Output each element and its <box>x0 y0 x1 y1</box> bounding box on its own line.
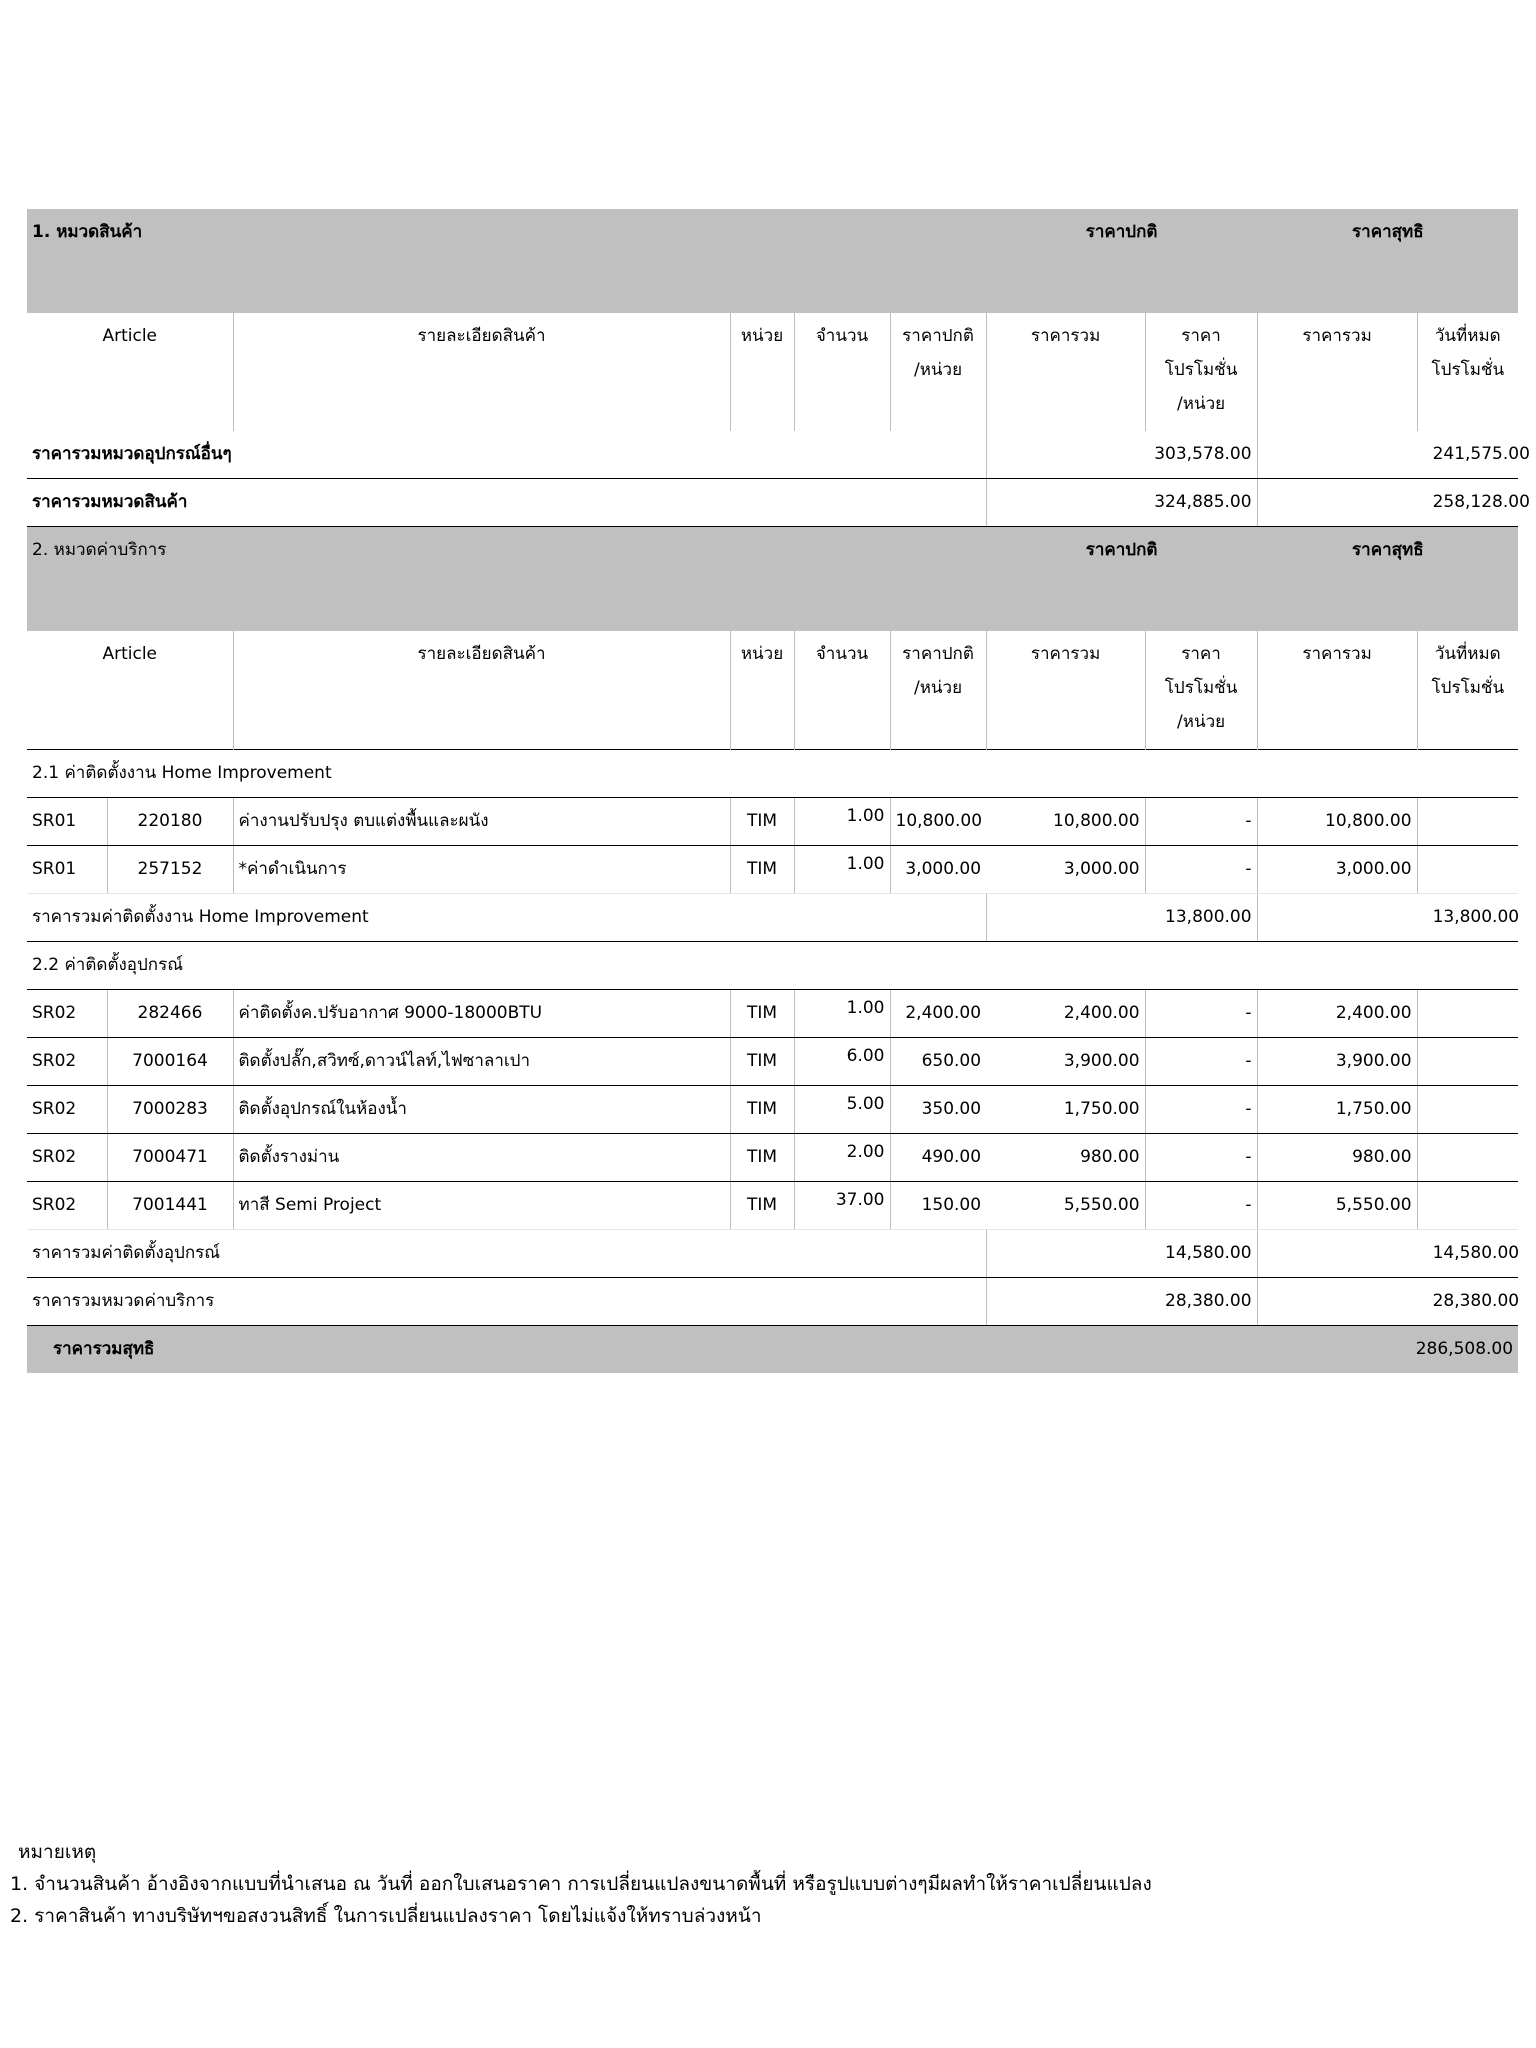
row-total: 1,750.00 <box>986 1086 1145 1134</box>
col-promo-price: ราคา โปรโมชั่น /หน่วย <box>1145 631 1257 750</box>
row-unit: TIM <box>730 1182 794 1230</box>
subtotal-net: 28,380.00 <box>1257 1278 1518 1326</box>
row-code: SR02 <box>27 990 107 1038</box>
row-qty: 1.00 <box>794 846 890 894</box>
subtotal-normal: 324,885.00 <box>986 479 1257 527</box>
group-title-row <box>27 942 1518 990</box>
table-row <box>27 798 1518 846</box>
section2-net-price-label: ราคาสุทธิ <box>1257 527 1518 632</box>
subtotal-normal: 303,578.00 <box>986 431 1257 479</box>
row-promo-total: 980.00 <box>1257 1134 1417 1182</box>
row-code: SR02 <box>27 1038 107 1086</box>
service-subtotal-row <box>27 1278 1518 1326</box>
row-unit-price: 650.00 <box>890 1038 986 1086</box>
grand-total-label: ราคารวมสุทธิ <box>27 1326 1257 1374</box>
subtotal-label: ราคารวมหมวดค่าบริการ <box>27 1278 986 1326</box>
row-promo: - <box>1145 846 1257 894</box>
section1-column-headers <box>27 313 1518 431</box>
col-promo-end: วันที่หมด โปรโมชั่น <box>1417 313 1518 431</box>
row-qty: 6.00 <box>794 1038 890 1086</box>
col-promo-price: ราคา โปรโมชั่น /หน่วย <box>1145 313 1257 431</box>
col-unit-price: ราคาปกติ /หน่วย <box>890 631 986 750</box>
subtotal-net: 241,575.00 <box>1257 431 1518 479</box>
row-unit: TIM <box>730 1038 794 1086</box>
row-detail: ติดตั้งปลั๊ก,สวิทซ์,ดาวน์ไลท์,ไฟซาลาเปา <box>233 1038 730 1086</box>
subtotal-label: ราคารวมหมวดสินค้า <box>27 479 986 527</box>
col-qty: จำนวน <box>794 631 890 750</box>
subtotal-normal: 14,580.00 <box>986 1230 1257 1278</box>
quotation-table <box>27 209 1530 1373</box>
row-detail: ค่างานปรับปรุง ตบแต่งพื้นและผนัง <box>233 798 730 846</box>
col-promo-end: วันที่หมด โปรโมชั่น <box>1417 631 1518 750</box>
row-unit: TIM <box>730 1134 794 1182</box>
table-row <box>27 1086 1518 1134</box>
row-unit-price: 3,000.00 <box>890 846 986 894</box>
row-detail: *ค่าดำเนินการ <box>233 846 730 894</box>
row-unit: TIM <box>730 1086 794 1134</box>
row-code: SR02 <box>27 1086 107 1134</box>
col-qty: จำนวน <box>794 313 890 431</box>
grand-total-row <box>27 1326 1518 1374</box>
row-promo-total: 5,550.00 <box>1257 1182 1417 1230</box>
row-code: SR01 <box>27 846 107 894</box>
row-promo: - <box>1145 798 1257 846</box>
row-promo: - <box>1145 1038 1257 1086</box>
row-total: 980.00 <box>986 1134 1145 1182</box>
subtotal-label: ราคารวมหมวดอุปกรณ์อื่นๆ <box>27 431 986 479</box>
col-article: Article <box>102 644 158 664</box>
section1-normal-price-label: ราคาปกติ <box>986 209 1257 313</box>
row-promo: - <box>1145 1182 1257 1230</box>
row-article: 7000471 <box>107 1134 233 1182</box>
row-promo-end <box>1417 1038 1518 1086</box>
row-unit-price: 2,400.00 <box>890 990 986 1038</box>
notes-section <box>10 1836 1152 1932</box>
section1-header-row <box>27 209 1518 313</box>
row-total: 3,900.00 <box>986 1038 1145 1086</box>
row-total: 5,550.00 <box>986 1182 1145 1230</box>
subtotal-net: 13,800.00 <box>1257 894 1518 942</box>
row-unit-price: 10,800.00 <box>890 798 986 846</box>
row-promo: - <box>1145 990 1257 1038</box>
section2-column-headers <box>27 631 1518 750</box>
group1-subtotal-row <box>27 894 1518 942</box>
row-qty: 2.00 <box>794 1134 890 1182</box>
row-promo-total: 10,800.00 <box>1257 798 1417 846</box>
section2-header-row <box>27 527 1518 632</box>
row-promo-end <box>1417 846 1518 894</box>
group-title: 2.2 ค่าติดตั้งอุปกรณ์ <box>27 942 1518 990</box>
subtotal-label: ราคารวมค่าติดตั้งงาน Home Improvement <box>27 894 986 942</box>
section2-normal-price-label: ราคาปกติ <box>986 527 1257 632</box>
grand-total-value: 286,508.00 <box>1257 1326 1518 1374</box>
group-title-row <box>27 750 1518 798</box>
row-qty: 5.00 <box>794 1086 890 1134</box>
row-qty: 37.00 <box>794 1182 890 1230</box>
col-promo-total: ราคารวม <box>1257 313 1417 431</box>
row-total: 2,400.00 <box>986 990 1145 1038</box>
table-row <box>27 990 1518 1038</box>
row-qty: 1.00 <box>794 798 890 846</box>
row-unit: TIM <box>730 846 794 894</box>
row-promo-end <box>1417 1134 1518 1182</box>
col-article: Article <box>102 326 158 346</box>
subtotal-label: ราคารวมค่าติดตั้งอุปกรณ์ <box>27 1230 986 1278</box>
table-row <box>27 1038 1518 1086</box>
subtotal-net: 14,580.00 <box>1257 1230 1518 1278</box>
row-detail: ค่าติดตั้งค.ปรับอากาศ 9000-18000BTU <box>233 990 730 1038</box>
row-unit-price: 350.00 <box>890 1086 986 1134</box>
row-detail: ติดตั้งอุปกรณ์ในห้องน้ำ <box>233 1086 730 1134</box>
col-unit-price: ราคาปกติ /หน่วย <box>890 313 986 431</box>
row-article: 282466 <box>107 990 233 1038</box>
note-item: 2. ราคาสินค้า ทางบริษัทฯขอสงวนสิทธิ์ ในการเปลี่ยนแปลงราคา โดยไม่แจ้งให้ทราบล่วงหน้า <box>10 1905 762 1927</box>
row-promo-total: 3,900.00 <box>1257 1038 1417 1086</box>
row-promo: - <box>1145 1086 1257 1134</box>
subtotal-normal: 28,380.00 <box>986 1278 1257 1326</box>
subtotal-other-row <box>27 431 1518 479</box>
row-promo-total: 1,750.00 <box>1257 1086 1417 1134</box>
col-detail: รายละเอียดสินค้า <box>233 313 730 431</box>
row-promo-end <box>1417 990 1518 1038</box>
row-promo-end <box>1417 1182 1518 1230</box>
col-unit: หน่วย <box>730 313 794 431</box>
row-code: SR01 <box>27 798 107 846</box>
subtotal-net: 258,128.00 <box>1257 479 1518 527</box>
row-unit-price: 150.00 <box>890 1182 986 1230</box>
group-title: 2.1 ค่าติดตั้งงาน Home Improvement <box>27 750 1518 798</box>
row-promo-total: 2,400.00 <box>1257 990 1417 1038</box>
row-unit: TIM <box>730 798 794 846</box>
row-article: 257152 <box>107 846 233 894</box>
row-unit: TIM <box>730 990 794 1038</box>
row-detail: ทาสี Semi Project <box>233 1182 730 1230</box>
note-item: 1. จำนวนสินค้า อ้างอิงจากแบบที่นำเสนอ ณ วันที่ ออกใบเสนอราคา การเปลี่ยนแปลงขนาดพื้นที่ หรือรูปแบบต่างๆมีผลทำให้ราคาเปลี่ยนแปลง <box>10 1873 1152 1895</box>
row-promo: - <box>1145 1134 1257 1182</box>
section1-title: 1. หมวดสินค้า <box>27 209 986 313</box>
row-article: 220180 <box>107 798 233 846</box>
section1-net-price-label: ราคาสุทธิ <box>1257 209 1518 313</box>
col-total: ราคารวม <box>986 313 1145 431</box>
table-row <box>27 1134 1518 1182</box>
row-code: SR02 <box>27 1134 107 1182</box>
col-unit: หน่วย <box>730 631 794 750</box>
row-article: 7001441 <box>107 1182 233 1230</box>
col-total: ราคารวม <box>986 631 1145 750</box>
subtotal-goods-row <box>27 479 1518 527</box>
notes-heading: หมายเหตุ <box>18 1841 97 1863</box>
row-promo-total: 3,000.00 <box>1257 846 1417 894</box>
row-qty: 1.00 <box>794 990 890 1038</box>
subtotal-normal: 13,800.00 <box>986 894 1257 942</box>
row-code: SR02 <box>27 1182 107 1230</box>
table-row <box>27 1182 1518 1230</box>
group2-subtotal-row <box>27 1230 1518 1278</box>
row-article: 7000283 <box>107 1086 233 1134</box>
col-promo-total: ราคารวม <box>1257 631 1417 750</box>
row-detail: ติดตั้งรางม่าน <box>233 1134 730 1182</box>
row-unit-price: 490.00 <box>890 1134 986 1182</box>
row-total: 3,000.00 <box>986 846 1145 894</box>
row-article: 7000164 <box>107 1038 233 1086</box>
col-detail: รายละเอียดสินค้า <box>233 631 730 750</box>
section2-title: 2. หมวดค่าบริการ <box>27 527 986 632</box>
row-promo-end <box>1417 798 1518 846</box>
row-promo-end <box>1417 1086 1518 1134</box>
row-total: 10,800.00 <box>986 798 1145 846</box>
table-row <box>27 846 1518 894</box>
